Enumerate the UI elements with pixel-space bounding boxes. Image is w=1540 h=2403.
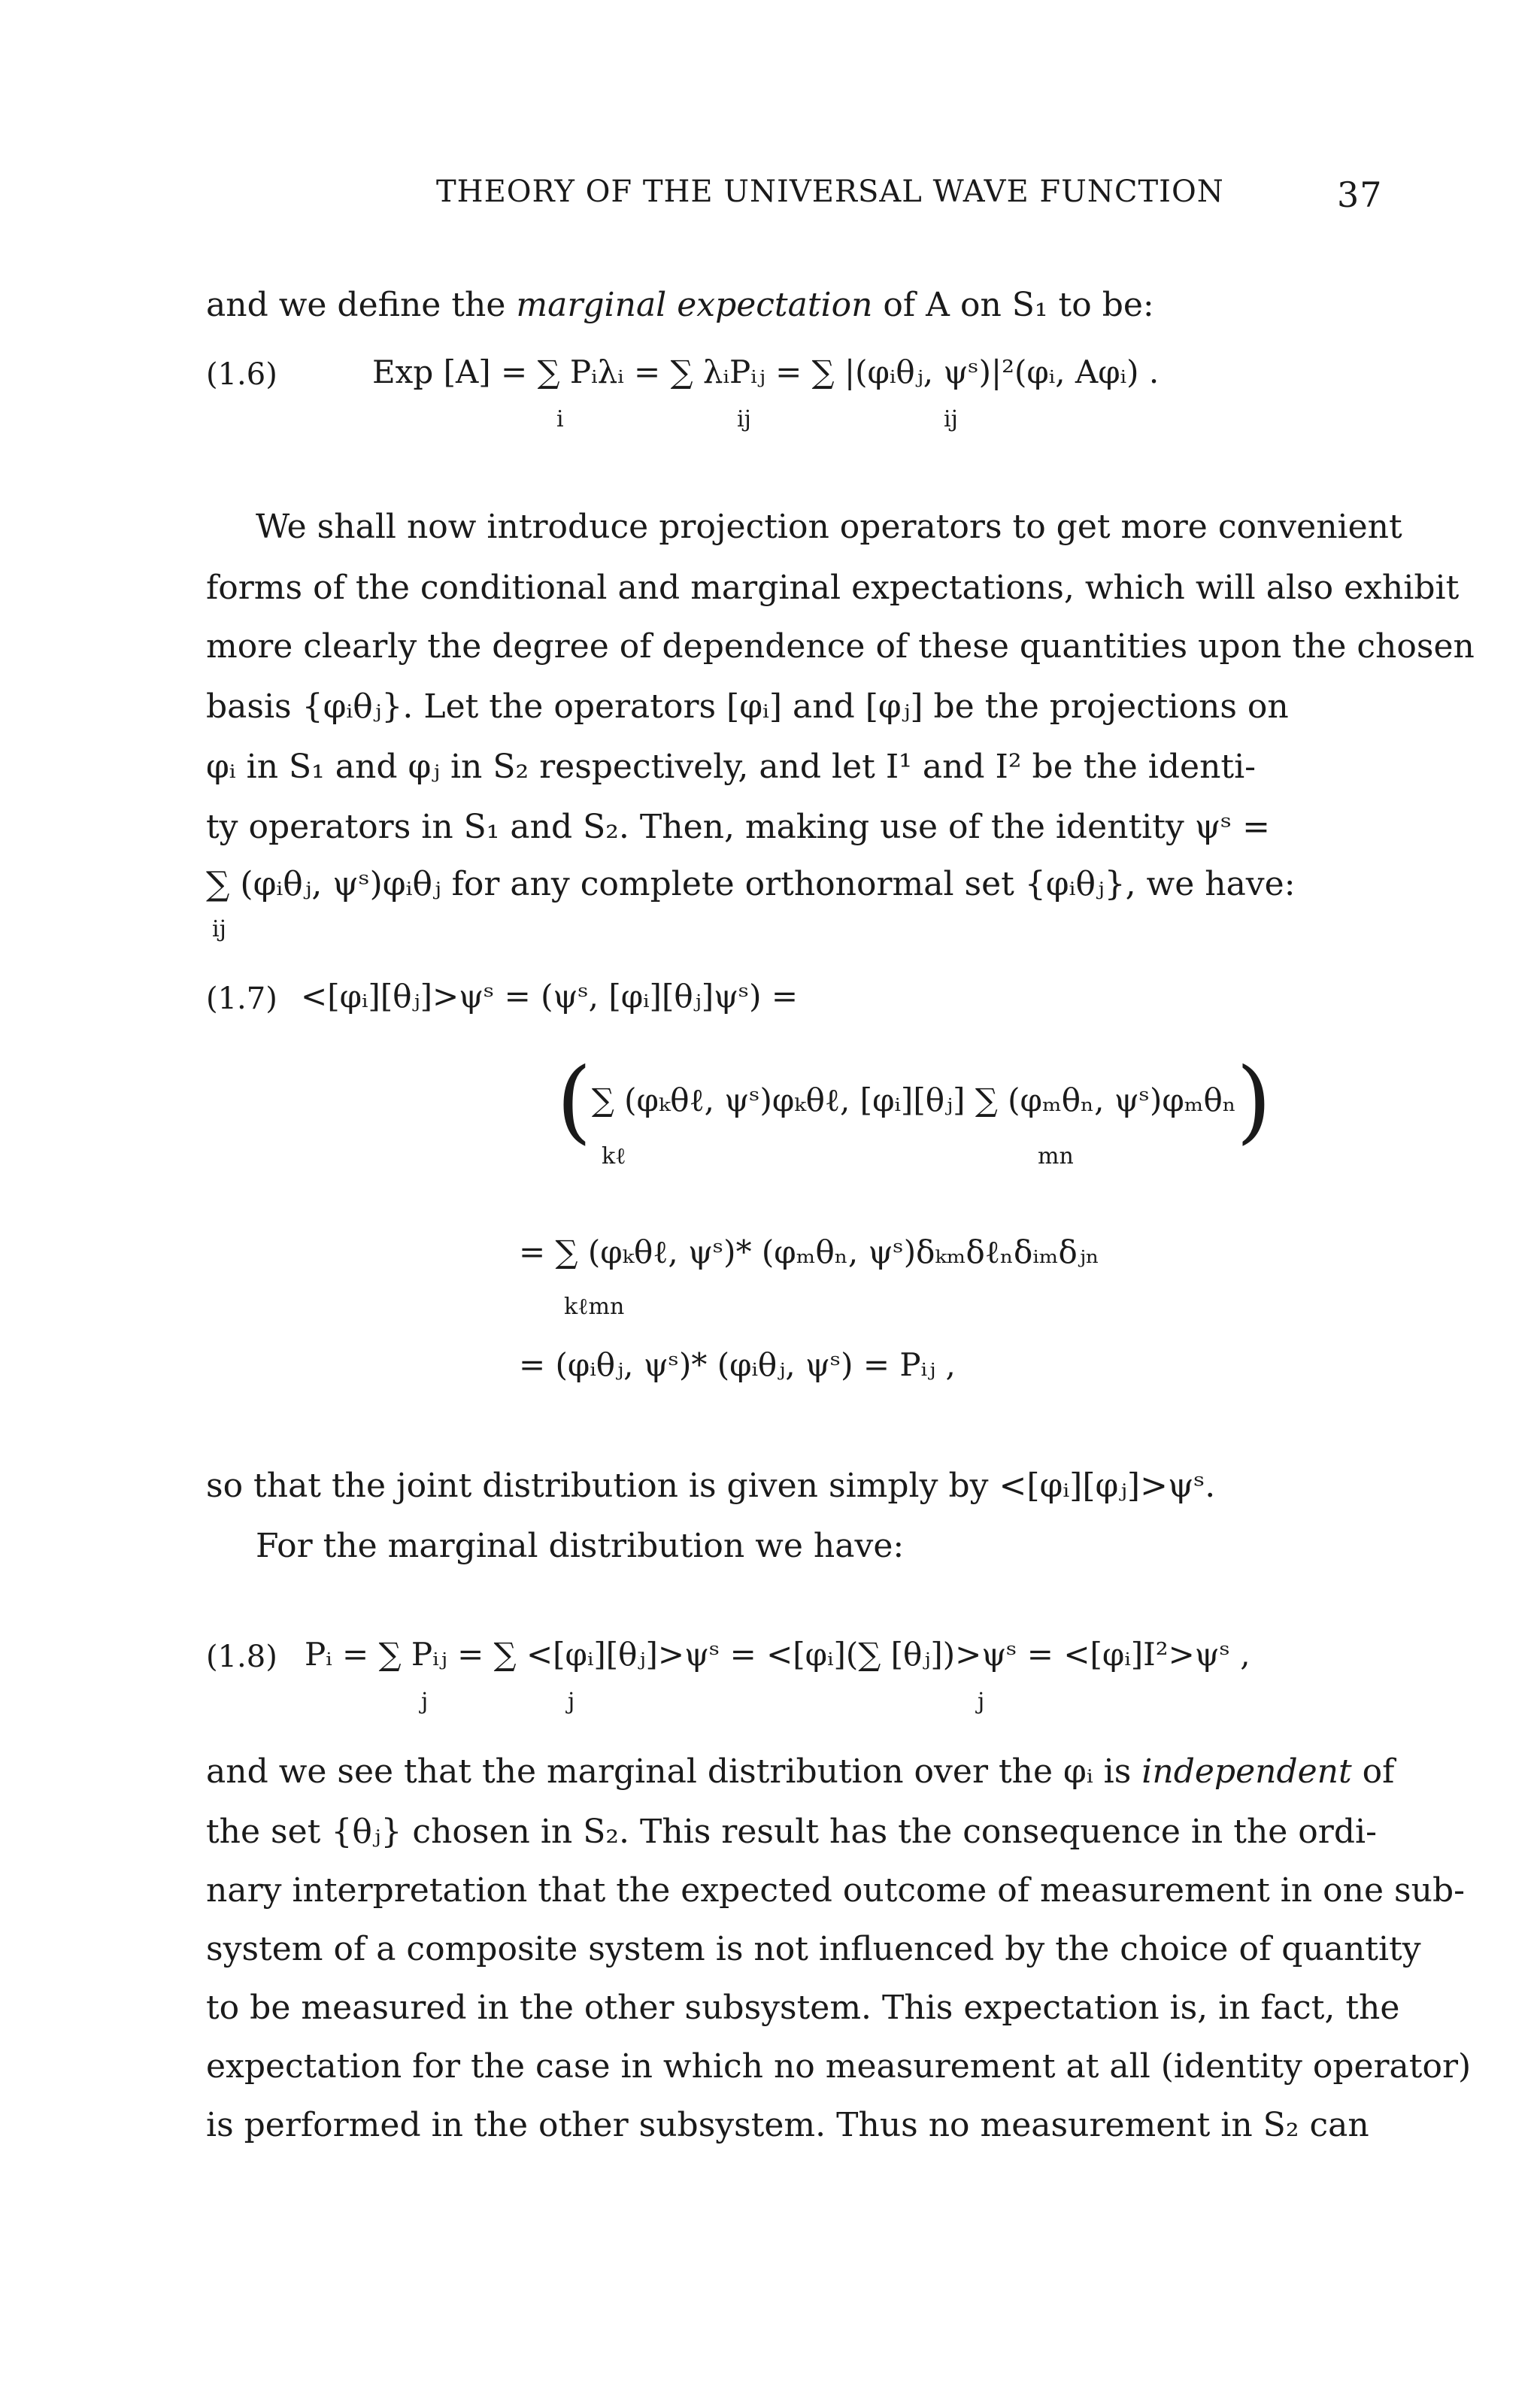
eq-1-8-sub-2: j: [568, 1688, 575, 1715]
paragraph-4-line-4: system of a composite system is not influenced by the choice of quantity: [206, 1930, 1421, 1968]
paragraph-1-line-2: forms of the conditional and marginal expectations, which will also exhibit: [206, 569, 1460, 607]
intro-line: and we define the marginal expectation of A on S₁ to be:: [206, 286, 1154, 324]
paragraph-1-line-3: more clearly the degree of dependence of these quantities upon the chosen: [206, 627, 1475, 666]
open-paren: (: [556, 1049, 592, 1154]
paragraph-1-sum-sub: ij: [212, 916, 226, 942]
eq-1-6-number: (1.6): [206, 357, 277, 392]
eq-1-7-line-1: <[φᵢ][θⱼ]>ψˢ = (ψˢ, [φᵢ][θⱼ]ψˢ) =: [301, 978, 799, 1015]
eq-1-7-number: (1.7): [206, 982, 277, 1016]
marginal-expectation-term: marginal expectation: [516, 286, 873, 324]
eq-1-6-sub-2: ij: [737, 406, 751, 432]
page-number: 37: [1337, 174, 1383, 215]
eq-1-7-line-3: = ∑ (φₖθℓ, ψˢ)* (φₘθₙ, ψˢ)δₖₘδℓₙδᵢₘδⱼₙ: [519, 1233, 1100, 1270]
eq-1-8-body: Pᵢ = ∑ Pᵢⱼ = ∑ <[φᵢ][θⱼ]>ψˢ = <[φᵢ](∑ [θⱼ])>ψˢ = <[φᵢ]I²>ψˢ ,: [305, 1636, 1250, 1673]
eq-1-6-sub-1: i: [556, 406, 564, 432]
eq-1-7-line-2-sub-1: kℓ: [602, 1143, 626, 1170]
eq-1-6-sub-3: ij: [944, 406, 958, 432]
paragraph-4-line-2: the set {θⱼ} chosen in S₂. This result has the consequence in the ordi-: [206, 1813, 1377, 1851]
paragraph-1-line-1: We shall now introduce projection operators to get more convenient: [256, 508, 1402, 546]
eq-1-7-line-4: = (φᵢθⱼ, ψˢ)* (φᵢθⱼ, ψˢ) = Pᵢⱼ ,: [519, 1346, 956, 1383]
paragraph-3: For the marginal distribution we have:: [256, 1527, 905, 1565]
paragraph-1-line-7: ∑ (φᵢθⱼ, ψˢ)φᵢθⱼ for any complete orthonormal set {φᵢθⱼ}, we have:: [206, 865, 1296, 903]
eq-1-8-sub-3: j: [978, 1688, 985, 1715]
eq-1-7-line-2: (∑ (φₖθℓ, ψˢ)φₖθℓ, [φᵢ][θⱼ] ∑ (φₘθₙ, ψˢ)φₘθₙ): [556, 1049, 1272, 1154]
paragraph-2: so that the joint distribution is given simply by <[φᵢ][φⱼ]>ψˢ.: [206, 1467, 1216, 1505]
eq-1-8-sub-1: j: [421, 1688, 429, 1715]
paragraph-1-line-4: basis {φᵢθⱼ}. Let the operators [φᵢ] and [φⱼ] be the projections on: [206, 687, 1289, 726]
paragraph-4-line-6: expectation for the case in which no measurement at all (identity operator): [206, 2047, 1472, 2086]
paragraph-4-line-1: and we see that the marginal distribution over the φᵢ is independent of: [206, 1752, 1395, 1791]
eq-1-8-number: (1.8): [206, 1640, 277, 1674]
paragraph-4-line-3: nary interpretation that the expected outcome of measurement in one sub-: [206, 1871, 1465, 1910]
paragraph-4-line-7: is performed in the other subsystem. Thus no measurement in S₂ can: [206, 2106, 1369, 2144]
eq-1-7-line-3-sub: kℓmn: [564, 1294, 625, 1320]
eq-1-6-body: Exp [A] = ∑ Pᵢλᵢ = ∑ λᵢPᵢⱼ = ∑ |(φᵢθⱼ, ψˢ)|²(φᵢ, Aφᵢ) .: [372, 353, 1160, 390]
independent-term: independent: [1141, 1752, 1352, 1791]
running-header: THEORY OF THE UNIVERSAL WAVE FUNCTION: [436, 174, 1224, 209]
paragraph-1-line-5: φᵢ in S₁ and φⱼ in S₂ respectively, and let I¹ and I² be the identi-: [206, 748, 1257, 786]
paragraph-4-line-5: to be measured in the other subsystem. This expectation is, in fact, the: [206, 1989, 1400, 2027]
eq-1-7-line-2-sub-2: mn: [1038, 1143, 1074, 1170]
close-paren: ): [1235, 1049, 1272, 1154]
paragraph-1-line-6: ty operators in S₁ and S₂. Then, making use of the identity ψˢ =: [206, 808, 1270, 846]
